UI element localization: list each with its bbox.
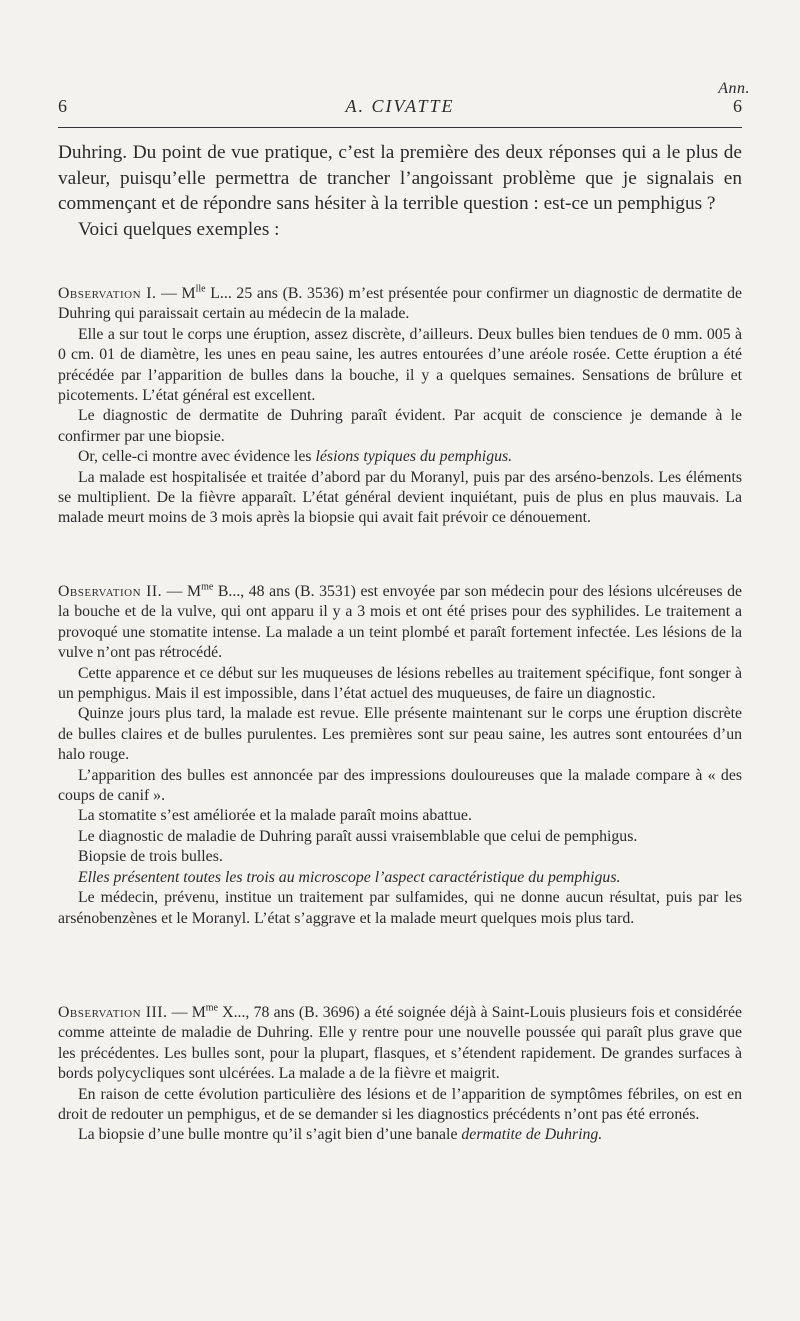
observation-1-lead [58, 284, 742, 325]
observation-2-lead [58, 582, 742, 664]
observation-1-paragraph: La malade est hospitalisée et traitée d’abord par du Moranyl, puis par des arséno-benzols. Les éléments se multiplient. De la fièvre apparaît. L’état général devient inquiétant, puis de plus en plus mauvais. La malade meurt moins de 3 mois après la biopsie qui avait fait prévoir ce dénouement. [58, 468, 742, 527]
observation-2-paragraph: Le diagnostic de maladie de Duhring paraît aussi vraisemblable que celui de pemphigus. [78, 827, 638, 845]
observation-3-lead [58, 1003, 742, 1085]
observation-3-paragraph: En raison de cette évolution particulière des lésions et de l’apparition de symptômes fébriles, on est en droit de redouter un pemphigus, et de se demander si les diagnostics précédents n’ont pas été erronés. [58, 1085, 742, 1124]
observation-2-paragraph: L’apparition des bulles est annoncée par des impressions douloureuses que la malade compare à « des coups de canif ». [58, 766, 742, 805]
observation-3-title: Observation III. [58, 1004, 168, 1021]
page-header [58, 96, 742, 120]
header-rule [58, 127, 742, 128]
observation-1 [58, 284, 742, 529]
intro-section [58, 140, 742, 242]
observation-2-paragraph: Cette apparence et ce début sur les muqueuses de lésions rebelles au traitement spécifique, font songer à un pemphigus. Mais il est impossible, dans l’état actuel des muqueuses, de faire un diagnostic. [58, 664, 742, 703]
observation-1-paragraph: Le diagnostic de dermatite de Duhring paraît évident. Par acquit de conscience je demande à le confirmer par une biopsie. [58, 407, 742, 445]
observation-2 [58, 582, 742, 929]
corner-annotation: Ann. [718, 80, 750, 97]
observation-3-text: La biopsie d’une bulle montre qu’il s’agit bien d’une banale [78, 1126, 462, 1144]
intro-examples-line: Voici quelques exemples : [78, 218, 280, 240]
observation-3-dash: — M [167, 1004, 206, 1021]
observation-1-dash: — M [156, 285, 196, 302]
observation-2-paragraph: La stomatite s’est améliorée et la malade paraît moins abattue. [78, 807, 472, 825]
observation-2-dash: — M [162, 583, 202, 600]
page-number-right: 6 [733, 96, 742, 116]
observation-2-paragraph: Quinze jours plus tard, la malade est revue. Elle présente maintenant sur le corps une éruption discrète de bulles claires et de bulles purulentes. Les premières sont sur peau saine, les autres sont entourées d’un halo rouge. [58, 705, 742, 764]
observation-2-paragraph: Biopsie de trois bulles. [78, 848, 223, 866]
observation-1-sup: lle [195, 283, 206, 295]
observation-3-sup: me [205, 1002, 218, 1014]
observation-1-text: Or, celle-ci montre avec évidence les [78, 448, 316, 466]
observation-1-lead-text: L... 25 ans (B. 3536) m’est présentée pour confirmer un diagnostic de dermatite de Duhring qui paraissait certain au médecin de la malade. [58, 285, 742, 323]
observation-3-paragraph [58, 1125, 742, 1145]
running-title: A. CIVATTE [345, 96, 455, 116]
observation-1-italic: lésions typiques du pemphigus. [315, 448, 513, 466]
observation-2-lead-text: B..., 48 ans (B. 3531) est envoyée par son médecin pour des lésions ulcéreuses de la bouche et de la vulve, qui ont apparu il y a 3 mois et ont été prises pour des syphilides. Le traitement a provoqué une stomatite intense. La malade a un teint plombé et paraît fortement infectée. Les lésions de la vulve n’ont pas rétrocédé. [58, 583, 742, 662]
observation-3-italic: dermatite de Duhring. [461, 1126, 603, 1144]
observation-2-title: Observation II. [58, 583, 163, 600]
observation-1-paragraph [58, 447, 742, 467]
observation-3 [58, 1003, 742, 1146]
intro-paragraph: Duhring. Du point de vue pratique, c’est la première des deux réponses qui a le plus de valeur, puisqu’elle permettra de trancher l’angoissant problème que je signalais en commençant et de répondre sans hésiter à la terrible question : est-ce un pemphigus ? [58, 142, 742, 215]
observation-1-title: Observation I. [58, 285, 157, 302]
observation-2-paragraph: Le médecin, prévenu, institue un traitement par sulfamides, qui ne donne aucun résultat, puis par les arsénobenzènes et le Moranyl. L’état s’aggrave et la malade meurt quelques mois plus tard. [58, 889, 742, 927]
observation-1-paragraph: Elle a sur tout le corps une éruption, assez discrète, d’ailleurs. Deux bulles bien tendues de 0 mm. 005 à 0 cm. 01 de diamètre, les unes en peau saine, les autres entourées d’une aréole rosée. Cette éruption a été précédée par l’apparition de bulles dans la bouche, il y a quelques semaines. Sensations de brûlure et picotements. L’état général est excellent. [58, 325, 742, 405]
page-number-left: 6 [58, 96, 67, 116]
observation-2-italic-paragraph: Elles présentent toutes les trois au microscope l’aspect caractéristique du pemphigus. [78, 868, 621, 886]
observation-3-lead-text: X..., 78 ans (B. 3696) a été soignée déjà à Saint-Louis plusieurs fois et considérée comme atteinte de maladie de Duhring. Elle y rentre pour une nouvelle poussée qui paraît plus grave que les précédentes. Les bulles sont, pour la plupart, flasques, et s’étendent rapidement. De grandes surfaces à bords polycycliques sont ulcérées. La malade a de la fièvre et maigrit. [58, 1004, 742, 1083]
observation-2-sup: me [201, 581, 214, 593]
